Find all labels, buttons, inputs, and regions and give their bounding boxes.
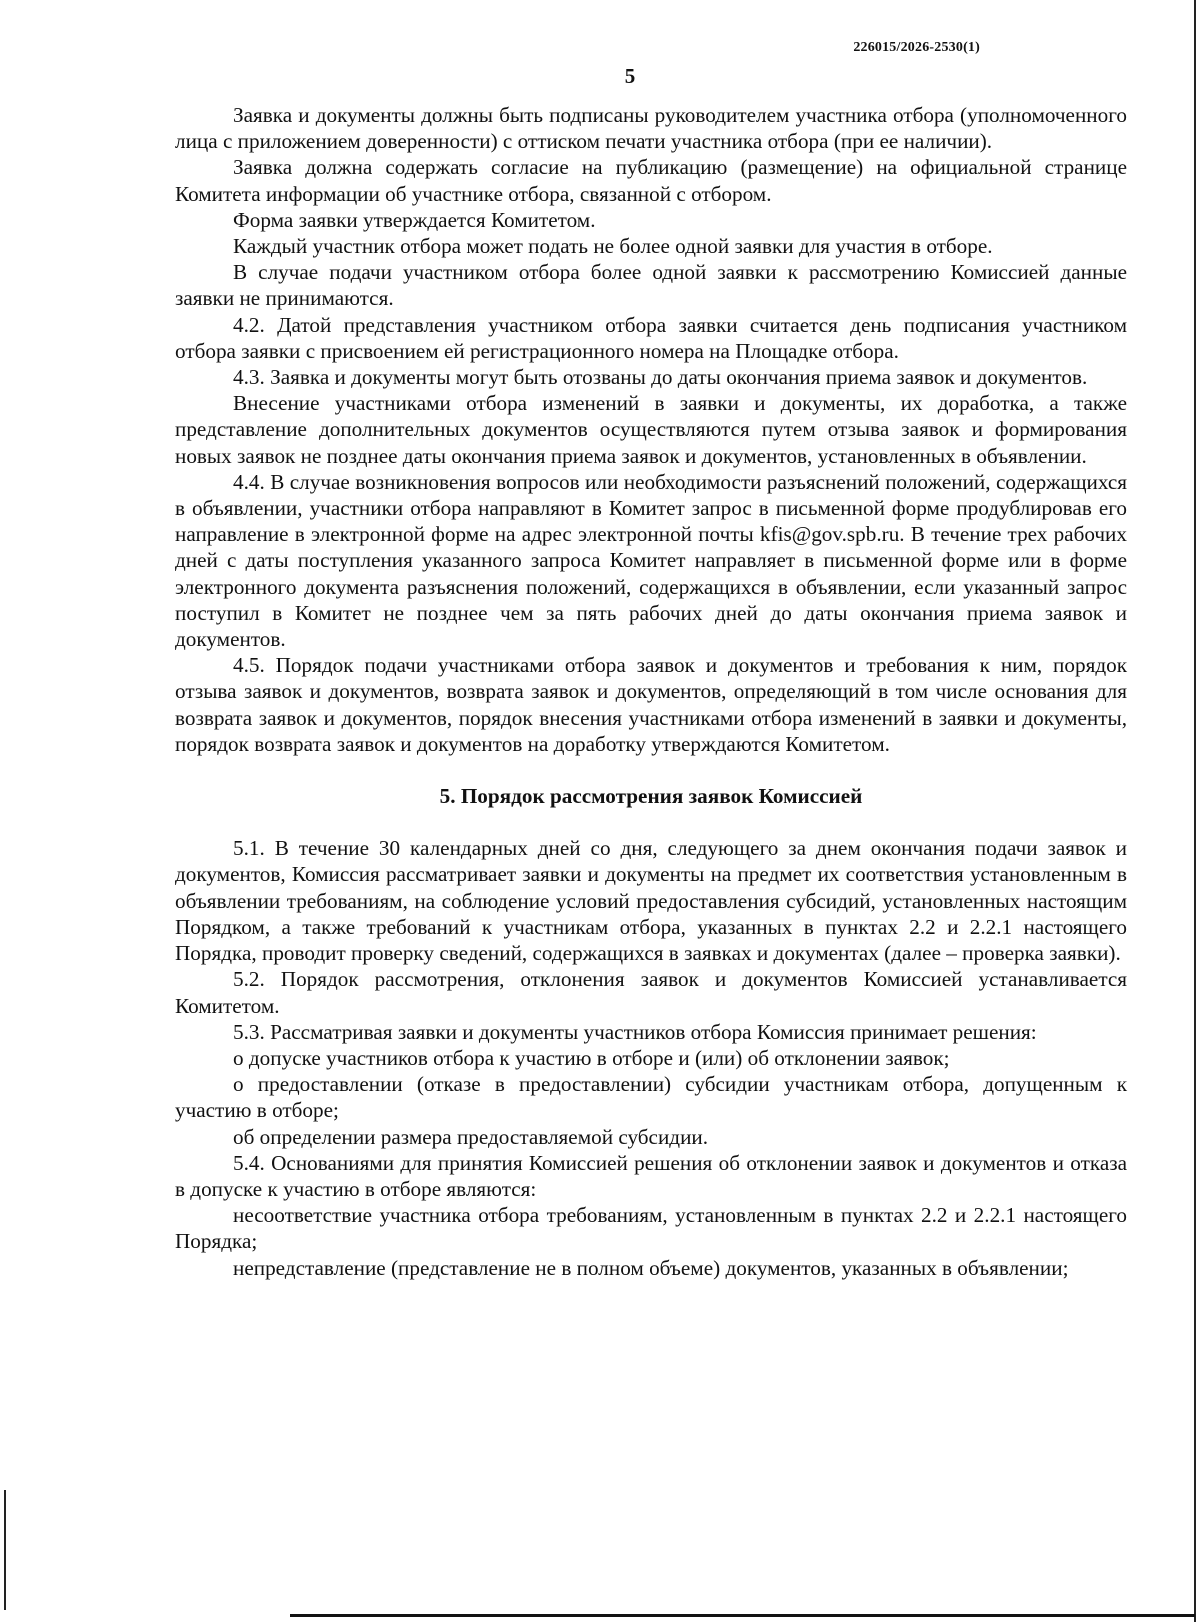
paragraph: Заявка и документы должны быть подписаны руководителем участника отбора (уполномоченного лица с приложением доверенности) с оттиском печати участника отбора (при ее наличии). (175, 103, 1127, 154)
section-title: 5. Порядок рассмотрения заявок Комиссией (439, 784, 863, 809)
paragraph-5-4: 5.4. Основаниями для принятия Комиссией решения об отклонении заявок и документов и отказа в допуске к участию в отборе являются: (175, 1150, 1127, 1201)
paragraph: В случае подачи участником отбора более одной заявки к рассмотрению Комиссией данные заявки не принимаются. (175, 260, 1127, 311)
scan-edge-right (1194, 0, 1196, 1622)
list-item: несоответствие участника отбора требованиям, установленным в пунктах 2.2 и 2.2.1 настоящего Порядка; (175, 1203, 1127, 1254)
list-item: о допуске участников отбора к участию в отборе и (или) об отклонении заявок; (233, 1045, 950, 1070)
paragraph-4-5: 4.5. Порядок подачи участниками отбора заявок и документов и требования к ним, порядок отзыва заявок и документов, возврата заявок и документов, определяющий в том числе основания для возврата заявок и документов, порядок внесения участниками отбора изменений в заявки и документы, порядок возврата заявок и документов на доработку утверждаются Комитетом. (175, 653, 1127, 756)
paragraph-4-4: 4.4. В случае возникновения вопросов или необходимости разъяснений положений, содержащихся в объявлении, участники отбора направляют в Комитет запрос в письменной форме продублировав его направление в электронной форме на адрес электронной почты kfis@gov.spb.ru. В течение трех рабочих дней с даты поступления указанного запроса Комитет направляет в письменной форме или в форме электронного документа разъяснения положений, содержащихся в объявлении, если указанный запрос поступил в Комитет не позднее чем за пять рабочих дней до даты окончания приема заявок и документов. (175, 469, 1127, 652)
scan-edge-bottom (290, 1614, 1195, 1617)
list-item: о предоставлении (отказе в предоставлении) субсидии участникам отбора, допущенным к участию в отборе; (175, 1072, 1127, 1123)
paragraph: Внесение участниками отбора изменений в заявки и документы, их доработка, а также представление дополнительных документов осуществляются путем отзыва заявок и формирования новых заявок не позднее даты окончания приема заявок и документов, установленных в объявлении. (175, 391, 1127, 468)
paragraph-4-3: 4.3. Заявка и документы могут быть отозваны до даты окончания приема заявок и документов. (233, 365, 1088, 390)
paragraph-4-2: 4.2. Датой представления участником отбора заявки считается день подписания участником отбора заявки с присвоением ей регистрационного номера на Площадке отбора. (175, 312, 1127, 363)
list-item: об определении размера предоставляемой субсидии. (233, 1124, 709, 1149)
list-item: непредставление (представление не в полном объеме) документов, указанных в объявлении; (233, 1255, 1069, 1280)
paragraph: Каждый участник отбора может подать не более одной заявки для участия в отборе. (233, 234, 993, 259)
paragraph-5-1: 5.1. В течение 30 календарных дней со дня, следующего за днем окончания подачи заявок и документов, Комиссия рассматривает заявки и документы на предмет их соответствия установленным в объявлении требованиям, на соблюдение условий предоставления субсидий, установленных настоящим Порядком, а также требований к участникам отбора, указанных в пунктах 2.2 и 2.2.1 настоящего Порядка, проводит проверку сведений, содержащихся в заявках и документах (далее – проверка заявки). (175, 836, 1127, 966)
paragraph-5-2: 5.2. Порядок рассмотрения, отклонения заявок и документов Комиссией устанавливается Комитетом. (175, 967, 1127, 1018)
page-number: 5 (624, 64, 636, 88)
scan-edge-left (4, 1490, 6, 1610)
paragraph-5-3: 5.3. Рассматривая заявки и документы участников отбора Комиссия принимает решения: (233, 1019, 1037, 1044)
paragraph: Заявка должна содержать согласие на публикацию (размещение) на официальной странице Комитета информации об участнике отбора, связанной с отбором. (175, 155, 1127, 206)
document-body (175, 102, 1127, 1281)
document-id: 226015/2026-2530(1) (853, 40, 980, 55)
paragraph: Форма заявки утверждается Комитетом. (233, 207, 596, 232)
